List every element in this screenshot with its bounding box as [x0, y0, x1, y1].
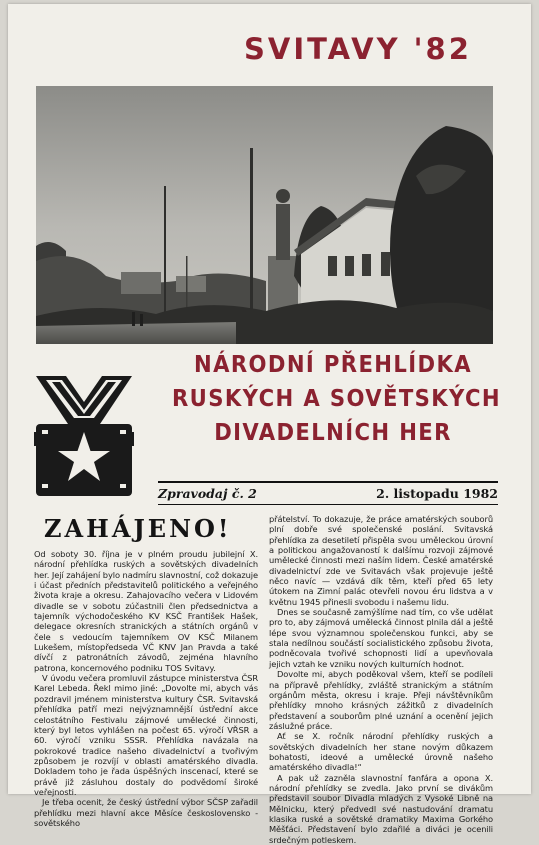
- paragraph: Ať se X. ročník národní přehlídky ruských a sovětských divadelních her stane novým důkazem bohatosti, ideové a umělecké úrovně našeho amatérského divadla!“: [269, 731, 493, 773]
- headline-line: RUSKÝCH A SOVĚTSKÝCH: [172, 386, 502, 412]
- article-column-right: [269, 514, 493, 845]
- paragraph: V úvodu večera promluvil zástupce ministerstva ČSR Karel Lebeda. Řekl mimo jiné: „Dovolte mi, abych vás pozdravil jménem ministerstva kultury ČSR. Svitavská přehlídka patří mezi nejvýznamnější ústřední akce celostátního Festivalu zájmové umělecké činnosti, který byl letos vyhlášen na počest 65. výročí VŘSR a 60. výročí vzniku SSSR. Přehlídka navázala na pokrokové tradice našeho divadelnictví a tvořivým způsobem je rozvíjí v oblasti amatérského divadla. Dokladem toho je řada úspěšných inscenací, které se právě již zásluhou dostaly do podvědomí široké veřejnosti.: [34, 673, 258, 797]
- masthead-title: SVITAVY '82: [244, 32, 472, 66]
- logo-drawing: [32, 372, 136, 500]
- newsletter-page: [8, 4, 531, 845]
- paragraph: Je třeba ocenit, že český ústřední výbor SČSP zařadil přehlídku mezi hlavní akce Měsíce československo - sovětského: [34, 797, 258, 828]
- paragraph: A pak už zazněla slavnostní fanfára a opona X. národní přehlídky se zvedla. Jako první se divákům představil soubor Divadla mladých z Vysoké Libně na Mělnicku, který předvedl své nastudování dramatu klasika ruské a sovětské dramatiky Maxima Gorkého Měšťáci. Představení bylo zdařilé a diváci je ocenili srdečným potleskem.: [269, 772, 493, 845]
- paragraph: Dnes se současně zamýšlíme nad tím, co vše udělat pro to, aby zájmová umělecká činnost plnila dál a ještě lépe svou významnou společenskou funkci, aby se stala nedílnou součástí socialistického způsobu života, podněcovala tvořivé schopnosti lidí a upevňovala jejich vztah ke vzniku nových kulturních hodnot.: [269, 607, 493, 669]
- issue-date: 2. listopadu 1982: [376, 486, 498, 501]
- article-column-left: [34, 549, 258, 828]
- divider-bottom: [158, 504, 498, 505]
- article-heading: ZAHÁJENO!: [44, 514, 232, 543]
- paragraph: Od soboty 30. října je v plném proudu jubilejní X. národní přehlídka ruských a sovětských divadelních her. Její zahájení bylo nadmíru slavnostní, což dokazuje i účast předních představitelů politického a veřejného života kraje a okresu. Zahajovacího večera v Lidovém divadle se v sobotu zúčastnili člen předsednictva a tajemník východočeského KV KSČ František Hašek, delegace okresních stranických a státních orgánů v čele s vedoucím tajemníkem OV KSČ Milanem Lukešem, místopředseda VČ KNV Jan Pravda a také dívčí z patronátních závodů, zejména hlavního patrona, koncernového podniku TOS Svitavy.: [34, 549, 258, 673]
- town-square-photo: [36, 86, 493, 344]
- paragraph: Dovolte mi, abych poděkoval všem, kteří se podíleli na přípravě přehlídky, zvláště stranickým a státním orgánům města, okresu i kraje. Přeji návštěvníkům přehlídky mnoho krásných zážitků z divadelních představení a souborům plné uznání a ocenění jejich záslužné práce.: [269, 669, 493, 731]
- issue-number: Zpravodaj č. 2: [158, 486, 257, 501]
- festival-headline: [172, 348, 502, 450]
- town-square-photo-drawing: [36, 86, 493, 344]
- divider-top: [158, 481, 498, 483]
- festival-x-star-logo-icon: [32, 372, 136, 500]
- paragraph: přátelství. To dokazuje, že práce amatérských souborů plní dobře své společenské poslání. Svitavská přehlídka za desetiletí přispěla svou uměleckou úrovní a politickou angažovaností k dalšímu rozvoji zájmové umělecké činnosti mezi naším lidem. České amatérské divadelnictví zde ve Svitavách však projevuje ještě něco navíc — vzdává dík těm, kteří před 65 lety útokem na Zimní palác otevřeli novou éru lidstva a v květnu 1945 přinesli svobodu i našemu lidu.: [269, 514, 493, 607]
- headline-line: DIVADELNÍCH HER: [214, 420, 452, 446]
- headline-line: NÁRODNÍ PŘEHLÍDKA: [193, 352, 473, 378]
